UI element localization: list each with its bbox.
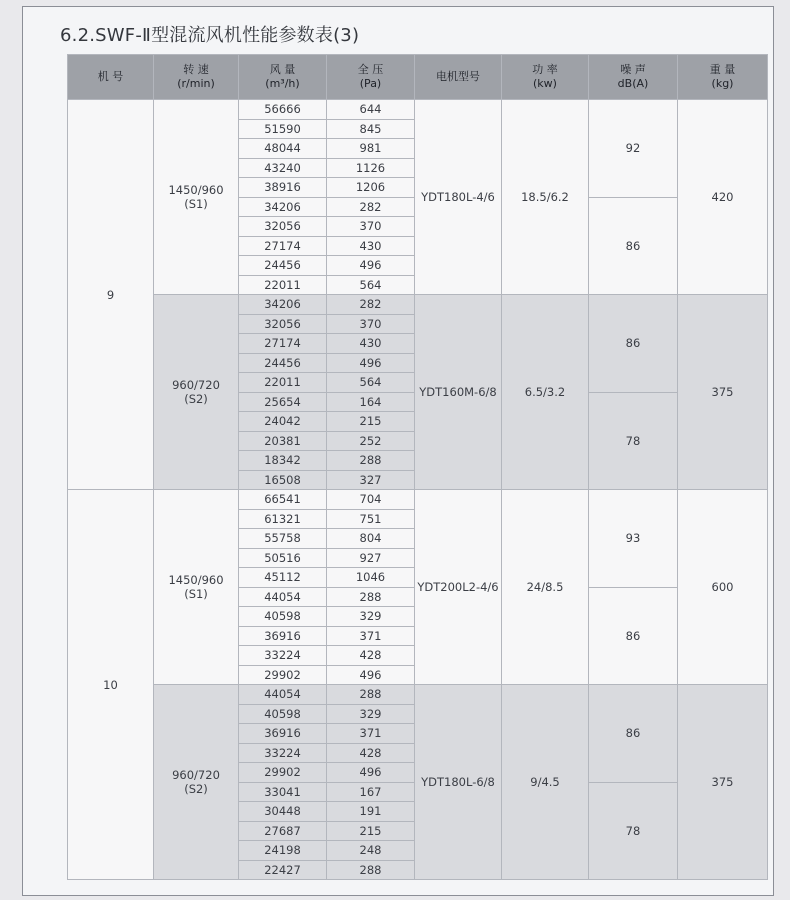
pressure-cell: 1046: [327, 568, 415, 588]
air-flow-cell: 34206: [239, 295, 327, 315]
speed-code: (S1): [184, 587, 208, 601]
header-air-flow: 风 量 (m³/h): [239, 55, 327, 100]
noise-cell: 86: [589, 295, 678, 393]
noise-cell: 86: [589, 685, 678, 783]
pressure-cell: 1206: [327, 178, 415, 198]
noise-cell: 92: [589, 100, 678, 198]
speed-value: 1450/960: [168, 183, 224, 197]
air-flow-cell: 32056: [239, 217, 327, 237]
speed-code: (S1): [184, 197, 208, 211]
power-cell: 6.5/3.2: [502, 295, 589, 490]
power-cell: 18.5/6.2: [502, 100, 589, 295]
motor-model-cell: YDT200L2-4/6: [415, 490, 502, 685]
air-flow-cell: 56666: [239, 100, 327, 120]
air-flow-cell: 22011: [239, 275, 327, 295]
speed-cell: [154, 100, 239, 295]
air-flow-cell: 44054: [239, 685, 327, 705]
header-power: 功 率 (kw): [502, 55, 589, 100]
speed-value: 1450/960: [168, 573, 224, 587]
machine-number-cell: 9: [68, 100, 154, 490]
pressure-cell: 215: [327, 821, 415, 841]
noise-cell: 86: [589, 197, 678, 295]
pressure-cell: 496: [327, 665, 415, 685]
air-flow-cell: 32056: [239, 314, 327, 334]
air-flow-cell: 16508: [239, 470, 327, 490]
noise-cell: 93: [589, 490, 678, 588]
noise-cell: 78: [589, 392, 678, 490]
pressure-cell: 564: [327, 275, 415, 295]
pressure-cell: 370: [327, 314, 415, 334]
air-flow-cell: 45112: [239, 568, 327, 588]
machine-number-cell: 10: [68, 490, 154, 880]
pressure-cell: 191: [327, 802, 415, 822]
air-flow-cell: 51590: [239, 119, 327, 139]
speed-cell: [154, 490, 239, 685]
pressure-cell: 751: [327, 509, 415, 529]
speed-cell: [154, 295, 239, 490]
air-flow-cell: 29902: [239, 665, 327, 685]
air-flow-cell: 55758: [239, 529, 327, 549]
noise-cell: 78: [589, 782, 678, 880]
noise-cell: 86: [589, 587, 678, 685]
pressure-cell: 564: [327, 373, 415, 393]
pressure-cell: 164: [327, 392, 415, 412]
pressure-cell: 430: [327, 334, 415, 354]
pressure-cell: 704: [327, 490, 415, 510]
document-page: [22, 6, 774, 896]
air-flow-cell: 40598: [239, 704, 327, 724]
air-flow-cell: 27174: [239, 236, 327, 256]
pressure-cell: 370: [327, 217, 415, 237]
motor-model-cell: YDT180L-6/8: [415, 685, 502, 880]
speed-code: (S2): [184, 392, 208, 406]
header-machine-number: 机 号: [68, 55, 154, 100]
pressure-cell: 428: [327, 743, 415, 763]
pressure-cell: 981: [327, 139, 415, 159]
pressure-cell: 329: [327, 607, 415, 627]
speed-value: 960/720: [172, 768, 220, 782]
pressure-cell: 496: [327, 763, 415, 783]
speed-cell: [154, 685, 239, 880]
page-title: 6.2.SWF-Ⅱ型混流风机性能参数表(3): [60, 25, 360, 46]
air-flow-cell: 24456: [239, 256, 327, 276]
pressure-cell: 167: [327, 782, 415, 802]
pressure-cell: 430: [327, 236, 415, 256]
header-noise: 噪 声 dB(A): [589, 55, 678, 100]
header-speed: 转 速 (r/min): [154, 55, 239, 100]
header-motor-model: 电机型号: [415, 55, 502, 100]
table-row: [68, 685, 768, 705]
air-flow-cell: 40598: [239, 607, 327, 627]
table-header: [68, 55, 768, 100]
pressure-cell: 496: [327, 256, 415, 276]
pressure-cell: 288: [327, 685, 415, 705]
weight-cell: 375: [678, 685, 768, 880]
motor-model-cell: YDT180L-4/6: [415, 100, 502, 295]
pressure-cell: 288: [327, 860, 415, 880]
pressure-cell: 644: [327, 100, 415, 120]
header-total-pressure: 全 压 (Pa): [327, 55, 415, 100]
air-flow-cell: 30448: [239, 802, 327, 822]
pressure-cell: 927: [327, 548, 415, 568]
header-row: [68, 55, 768, 100]
air-flow-cell: 36916: [239, 724, 327, 744]
air-flow-cell: 33224: [239, 743, 327, 763]
air-flow-cell: 48044: [239, 139, 327, 159]
air-flow-cell: 50516: [239, 548, 327, 568]
air-flow-cell: 66541: [239, 490, 327, 510]
motor-model-cell: YDT160M-6/8: [415, 295, 502, 490]
air-flow-cell: 61321: [239, 509, 327, 529]
pressure-cell: 282: [327, 295, 415, 315]
air-flow-cell: 27687: [239, 821, 327, 841]
performance-table-container: [67, 54, 767, 884]
weight-cell: 420: [678, 100, 768, 295]
pressure-cell: 288: [327, 451, 415, 471]
air-flow-cell: 25654: [239, 392, 327, 412]
pressure-cell: 1126: [327, 158, 415, 178]
pressure-cell: 845: [327, 119, 415, 139]
air-flow-cell: 20381: [239, 431, 327, 451]
table-row: [68, 100, 768, 120]
air-flow-cell: 18342: [239, 451, 327, 471]
table-row: [68, 295, 768, 315]
pressure-cell: 288: [327, 587, 415, 607]
speed-code: (S2): [184, 782, 208, 796]
pressure-cell: 371: [327, 724, 415, 744]
table-row: [68, 490, 768, 510]
speed-value: 960/720: [172, 378, 220, 392]
pressure-cell: 428: [327, 646, 415, 666]
air-flow-cell: 44054: [239, 587, 327, 607]
air-flow-cell: 43240: [239, 158, 327, 178]
air-flow-cell: 24456: [239, 353, 327, 373]
pressure-cell: 329: [327, 704, 415, 724]
air-flow-cell: 22011: [239, 373, 327, 393]
air-flow-cell: 33224: [239, 646, 327, 666]
air-flow-cell: 27174: [239, 334, 327, 354]
pressure-cell: 282: [327, 197, 415, 217]
air-flow-cell: 33041: [239, 782, 327, 802]
weight-cell: 375: [678, 295, 768, 490]
pressure-cell: 252: [327, 431, 415, 451]
pressure-cell: 215: [327, 412, 415, 432]
air-flow-cell: 34206: [239, 197, 327, 217]
air-flow-cell: 22427: [239, 860, 327, 880]
performance-table: [67, 54, 768, 880]
air-flow-cell: 29902: [239, 763, 327, 783]
header-weight: 重 量 (kg): [678, 55, 768, 100]
air-flow-cell: 24198: [239, 841, 327, 861]
air-flow-cell: 24042: [239, 412, 327, 432]
weight-cell: 600: [678, 490, 768, 685]
pressure-cell: 327: [327, 470, 415, 490]
table-body: [68, 100, 768, 880]
pressure-cell: 496: [327, 353, 415, 373]
pressure-cell: 248: [327, 841, 415, 861]
pressure-cell: 804: [327, 529, 415, 549]
pressure-cell: 371: [327, 626, 415, 646]
air-flow-cell: 38916: [239, 178, 327, 198]
air-flow-cell: 36916: [239, 626, 327, 646]
power-cell: 24/8.5: [502, 490, 589, 685]
power-cell: 9/4.5: [502, 685, 589, 880]
